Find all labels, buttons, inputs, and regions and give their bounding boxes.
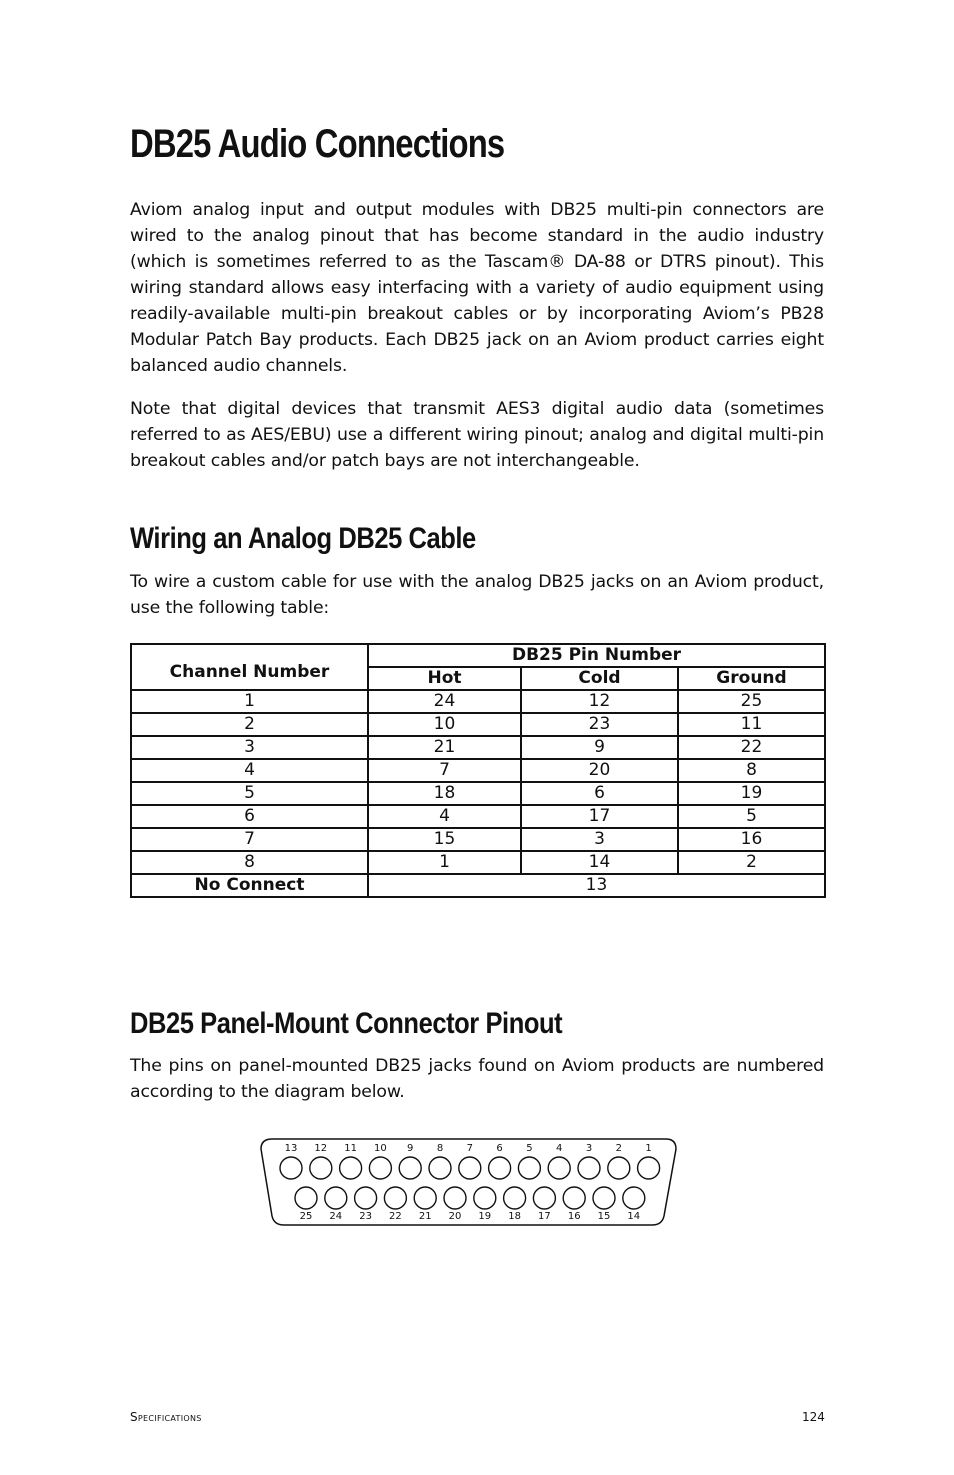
pin-5-label: 5 (526, 1143, 533, 1154)
channel-cell: 6 (131, 805, 368, 828)
hot-cell: 4 (368, 805, 521, 828)
pin-4-circle (548, 1157, 570, 1179)
pin-11-label: 11 (344, 1143, 357, 1154)
hot-cell: 18 (368, 782, 521, 805)
pin-15-label: 15 (597, 1211, 611, 1222)
pin-22-circle (384, 1187, 406, 1209)
footer-section-name: Specifications (130, 1410, 202, 1424)
hot-cell: 24 (368, 690, 521, 713)
hot-cell: 21 (368, 736, 521, 759)
cold-cell: 20 (521, 759, 678, 782)
pin-6-label: 6 (496, 1143, 503, 1154)
ground-cell: 19 (678, 782, 825, 805)
cold-header: Cold (521, 667, 678, 690)
bottom-pin-row (295, 1187, 645, 1222)
pin-18-label: 18 (508, 1211, 521, 1222)
pin-13-circle (280, 1157, 302, 1179)
ground-cell: 25 (678, 690, 825, 713)
pin-23-label: 23 (359, 1211, 372, 1222)
pin-14-label: 14 (627, 1211, 641, 1222)
pin-21-label: 21 (418, 1211, 432, 1222)
hot-cell: 7 (368, 759, 521, 782)
hot-cell: 15 (368, 828, 521, 851)
footer-page-number: 124 (802, 1410, 825, 1424)
pin-8-circle (429, 1157, 451, 1179)
pin-2-label: 2 (615, 1143, 622, 1154)
pin-2-circle (608, 1157, 630, 1179)
pin-14-circle (623, 1187, 645, 1209)
ground-cell: 5 (678, 805, 825, 828)
pinout-heading: DB25 Panel-Mount Connector Pinout (130, 1007, 563, 1040)
cold-cell: 3 (521, 828, 678, 851)
pin-5-circle (518, 1157, 540, 1179)
channel-number-header: Channel Number (131, 644, 368, 690)
pin-1-circle (638, 1157, 660, 1179)
pin-24-label: 24 (329, 1211, 343, 1222)
channel-cell: 4 (131, 759, 368, 782)
pin-3-label: 3 (585, 1143, 593, 1154)
ground-cell: 8 (678, 759, 825, 782)
cold-cell: 23 (521, 713, 678, 736)
pin-25-circle (295, 1187, 317, 1209)
page-title: DB25 Audio Connections (130, 122, 505, 166)
table-row (131, 782, 825, 805)
pin-23-circle (355, 1187, 377, 1209)
pin-12-label: 12 (314, 1143, 328, 1154)
pin-20-circle (444, 1187, 466, 1209)
ground-cell: 22 (678, 736, 825, 759)
pinout-paragraph: The pins on panel-mounted DB25 jacks found on Aviom products are numbered according to the diagram below. (130, 1056, 824, 1102)
pin-6-circle (489, 1157, 511, 1179)
channel-cell: 3 (131, 736, 368, 759)
channel-cell: 1 (131, 690, 368, 713)
pin-19-label: 19 (478, 1211, 492, 1222)
channel-cell: 5 (131, 782, 368, 805)
pin-13-label: 13 (284, 1143, 298, 1154)
pin-11-circle (340, 1157, 362, 1179)
pin-18-circle (504, 1187, 526, 1209)
cold-cell: 9 (521, 736, 678, 759)
ground-header: Ground (678, 667, 825, 690)
pin-1-label: 1 (645, 1143, 652, 1154)
pin-22-label: 22 (389, 1211, 402, 1222)
pin-4-label: 4 (556, 1143, 563, 1154)
no-connect-row (131, 874, 825, 897)
pin-16-label: 16 (567, 1211, 581, 1222)
pin-10-label: 10 (374, 1143, 387, 1154)
channel-cell: 2 (131, 713, 368, 736)
cold-cell: 17 (521, 805, 678, 828)
ground-cell: 11 (678, 713, 825, 736)
top-pin-row (280, 1143, 660, 1179)
ground-cell: 16 (678, 828, 825, 851)
no-connect-pin: 13 (368, 874, 825, 897)
intro-paragraph: Aviom analog input and output modules with DB25 multi-pin connectors are wired to the analog pinout that has become standard in the audio industry (which is sometimes referred to as the Tascam® DA-88 or DTRS pinout). This wiring standard allows easy interfacing with a variety of audio equipment using readily-available multi-pin breakout cables or by incorporating Aviom’s PB28 Modular Patch Bay products. Each DB25 jack on an Aviom product carries eight balanced audio channels. (130, 200, 824, 376)
wiring-heading: Wiring an Analog DB25 Cable (130, 522, 476, 555)
pin-20-label: 20 (448, 1211, 462, 1222)
hot-cell: 1 (368, 851, 521, 874)
no-connect-label: No Connect (131, 874, 368, 897)
note-paragraph: Note that digital devices that transmit AES3 digital audio data (sometimes referred to as AES/EBU) use a different wiring pinout; analog and digital multi-pin breakout cables and/or patch bays are not interchangeable. (130, 399, 824, 471)
pin-7-circle (459, 1157, 481, 1179)
pin-3-circle (578, 1157, 600, 1179)
table-row (131, 713, 825, 736)
pin-12-circle (310, 1157, 332, 1179)
cold-cell: 6 (521, 782, 678, 805)
pin-table (130, 643, 826, 898)
hot-header: Hot (368, 667, 521, 690)
table-row (131, 690, 825, 713)
table-row (131, 759, 825, 782)
ground-cell: 2 (678, 851, 825, 874)
cold-cell: 12 (521, 690, 678, 713)
wiring-paragraph: To wire a custom cable for use with the analog DB25 jacks on an Aviom product, use the following table: (130, 572, 824, 618)
pin-17-label: 17 (538, 1211, 551, 1222)
pin-9-label: 9 (407, 1143, 414, 1154)
pin-16-circle (563, 1187, 585, 1209)
table-row (131, 828, 825, 851)
pin-17-circle (533, 1187, 555, 1209)
channel-cell: 7 (131, 828, 368, 851)
pin-9-circle (399, 1157, 421, 1179)
hot-cell: 10 (368, 713, 521, 736)
pin-7-label: 7 (466, 1143, 473, 1154)
db25-connector-diagram (258, 1136, 680, 1230)
pin-21-circle (414, 1187, 436, 1209)
pin-8-label: 8 (436, 1143, 444, 1154)
pin-19-circle (474, 1187, 496, 1209)
pin-number-group-header: DB25 Pin Number (368, 644, 825, 667)
pin-15-circle (593, 1187, 615, 1209)
table-row (131, 851, 825, 874)
table-row (131, 805, 825, 828)
pin-25-label: 25 (299, 1211, 313, 1222)
channel-cell: 8 (131, 851, 368, 874)
pin-10-circle (369, 1157, 391, 1179)
pin-24-circle (325, 1187, 347, 1209)
table-row (131, 736, 825, 759)
cold-cell: 14 (521, 851, 678, 874)
